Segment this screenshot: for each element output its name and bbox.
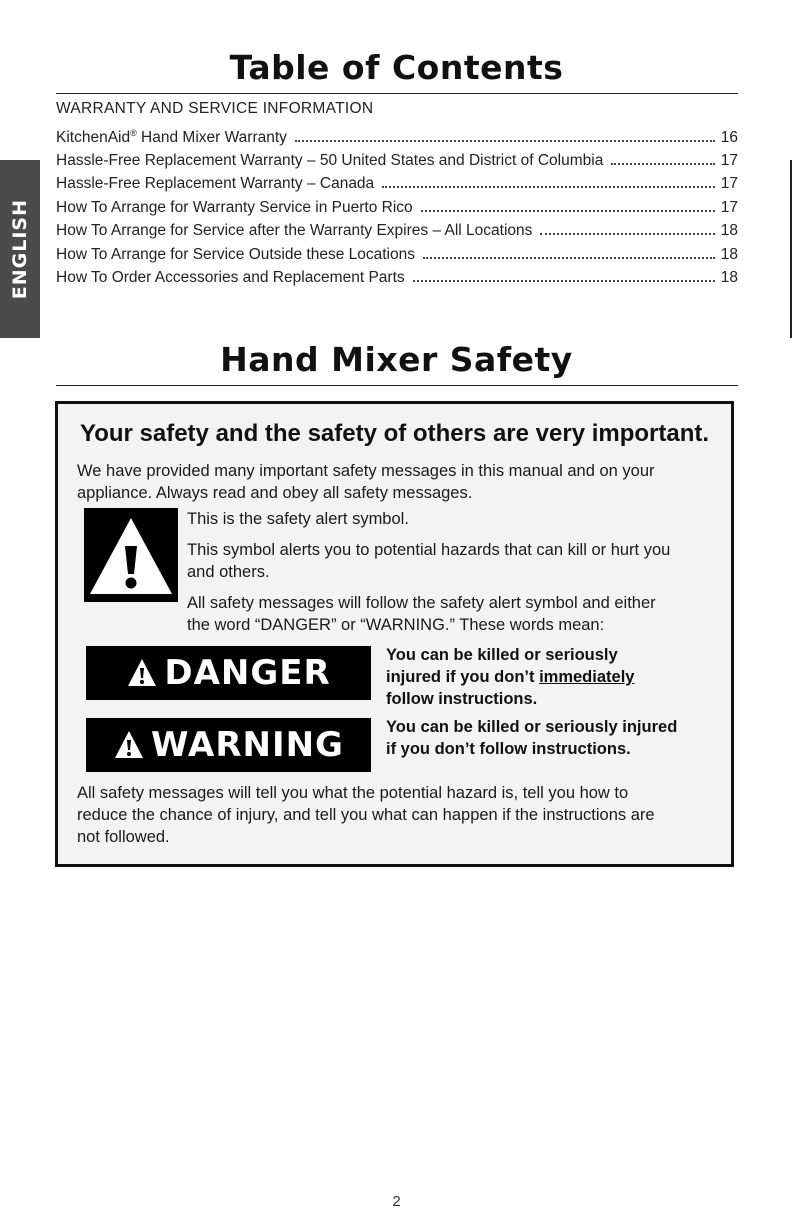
intro-line: appliance. Always read and obey all safety messages. xyxy=(77,484,473,502)
right-margin-rule xyxy=(790,160,792,338)
page-number: 2 xyxy=(392,1193,401,1210)
warning-label-text: WARNING xyxy=(151,725,344,765)
dot-leader xyxy=(423,257,715,259)
toc-entry-text: KitchenAid® Hand Mixer Warranty xyxy=(56,128,287,147)
warning-triangle-icon xyxy=(113,729,145,761)
toc-entry-text: Hassle-Free Replacement Warranty – Canada xyxy=(56,175,375,192)
dot-leader xyxy=(540,233,714,235)
toc-entry[interactable] xyxy=(56,222,738,246)
toc-entry[interactable] xyxy=(56,152,738,176)
toc-entry-text: How To Arrange for Service after the Warranty Expires – All Locations xyxy=(56,222,533,239)
toc-page-number: 18 xyxy=(720,245,738,263)
symbol-description: and others. xyxy=(187,563,270,581)
safety-box-title: Your safety and the safety of others are very important. xyxy=(79,420,710,447)
toc-entry[interactable] xyxy=(56,269,738,293)
toc-title: Table of Contents xyxy=(229,48,564,87)
dot-leader xyxy=(413,280,715,282)
toc-page-number: 18 xyxy=(720,269,738,286)
toc-page-number: 17 xyxy=(720,151,738,169)
warning-message: You can be killed or seriously injured xyxy=(386,718,678,736)
intro-line: We have provided many important safety messages in this manual and on your xyxy=(77,462,655,480)
toc-list xyxy=(56,128,738,293)
closing-text: reduce the chance of injury, and tell you what can happen if the instructions are xyxy=(77,806,655,824)
follow-text: the word “DANGER” or “WARNING.” These words mean: xyxy=(187,616,605,634)
danger-label-text: DANGER xyxy=(164,653,331,693)
danger-message: follow instructions. xyxy=(386,690,538,708)
toc-entry[interactable] xyxy=(56,175,738,199)
warning-message: if you don’t follow instructions. xyxy=(386,740,631,758)
toc-entry[interactable] xyxy=(56,128,738,152)
toc-entry[interactable] xyxy=(56,199,738,223)
symbol-description: This symbol alerts you to potential hazards that can kill or hurt you xyxy=(187,541,671,559)
dot-leader xyxy=(295,140,715,142)
toc-page-number: 16 xyxy=(720,129,738,147)
toc-entry-text: How To Arrange for Service Outside these Locations xyxy=(56,245,415,263)
dot-leader xyxy=(611,163,714,165)
toc-page-number: 17 xyxy=(720,175,738,192)
warning-triangle-icon xyxy=(126,657,158,689)
toc-page-number: 18 xyxy=(720,222,738,239)
toc-entry[interactable] xyxy=(56,246,738,270)
language-tab xyxy=(0,160,40,338)
danger-label xyxy=(86,646,371,700)
safety-alert-icon xyxy=(84,508,178,602)
toc-entry-text: How To Arrange for Warranty Service in Puerto Rico xyxy=(56,198,413,216)
dot-leader xyxy=(421,210,715,212)
toc-entry-text: Hassle-Free Replacement Warranty – 50 United States and District of Columbia xyxy=(56,151,604,169)
toc-entry-text: How To Order Accessories and Replacement Parts xyxy=(56,269,405,286)
toc-divider xyxy=(56,93,738,94)
language-tab-label: ENGLISH xyxy=(9,198,31,300)
safety-divider xyxy=(56,385,738,386)
safety-title: Hand Mixer Safety xyxy=(220,340,573,379)
safety-message-box xyxy=(55,401,734,867)
toc-section-heading: WARRANTY AND SERVICE INFORMATION xyxy=(56,100,374,117)
symbol-line: This is the safety alert symbol. xyxy=(187,510,409,528)
danger-message: You can be killed or seriously xyxy=(386,646,618,664)
closing-text: not followed. xyxy=(77,828,170,846)
toc-page-number: 17 xyxy=(720,198,738,216)
closing-text: All safety messages will tell you what the potential hazard is, tell you how to xyxy=(77,784,629,802)
danger-message: injured if you don’t immediately xyxy=(386,668,635,686)
warning-label xyxy=(86,718,371,772)
follow-text: All safety messages will follow the safety alert symbol and either xyxy=(187,594,656,612)
dot-leader xyxy=(382,186,715,188)
